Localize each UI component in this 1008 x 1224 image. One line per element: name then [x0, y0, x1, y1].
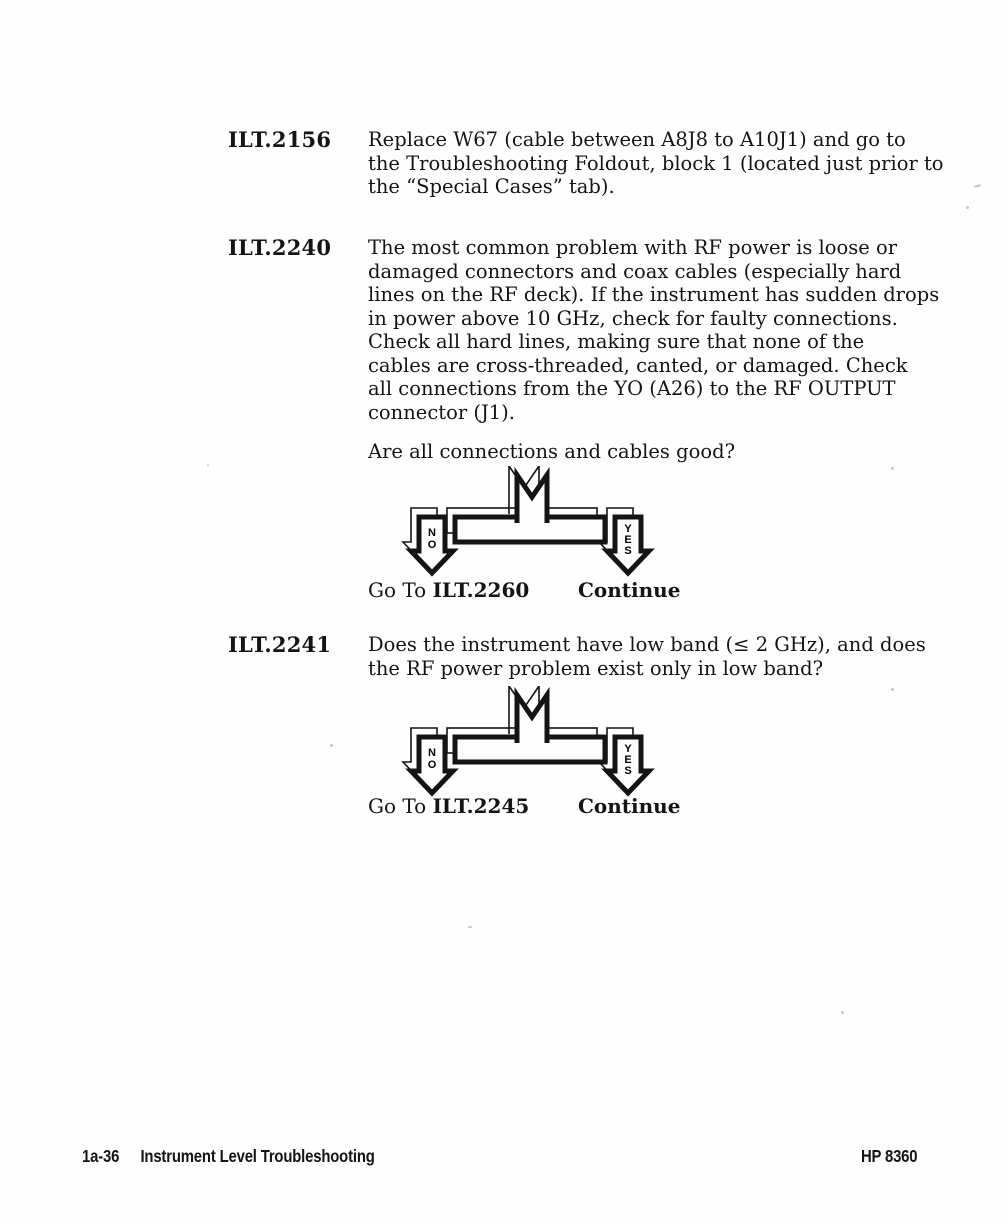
yes-branch-label: Continue	[578, 578, 681, 602]
scan-speck	[966, 206, 969, 209]
yes-arrow-icon	[607, 737, 649, 793]
footer	[82, 1146, 375, 1167]
scan-speck	[841, 1011, 844, 1014]
footer-section-title: Instrument Level Troubleshooting	[140, 1146, 375, 1166]
paragraph-line: Does the instrument have low band (≤ 2 GHz), and does	[368, 633, 926, 656]
no-arrow-icon	[411, 517, 453, 573]
paragraph-line: cables are cross-threaded, canted, or damaged. Check	[368, 353, 908, 377]
yes-arrow-letter: S	[624, 765, 632, 777]
decision-flowchart-2	[385, 686, 665, 798]
goto-target: ILT.2260	[432, 578, 530, 602]
no-arrow-letter: N	[428, 747, 436, 759]
yes-branch-label: Continue	[578, 794, 681, 818]
scan-speck	[891, 688, 894, 691]
no-arrow-letter: O	[427, 759, 437, 771]
no-arrow-icon	[411, 737, 453, 793]
entry-connector-icon	[517, 475, 547, 523]
paragraph-line: lines on the RF deck). If the instrument has sudden drops	[368, 283, 940, 306]
section-heading-ilt2241: ILT.2241	[228, 632, 332, 657]
no-branch-label	[368, 578, 529, 602]
paragraph-line: The most common problem with RF power is loose or	[368, 236, 898, 259]
yes-arrow-letter: E	[624, 754, 632, 766]
paragraph-line: the “Special Cases” tab).	[368, 175, 615, 198]
yes-arrow-letter: Y	[624, 743, 632, 755]
yes-arrow-icon	[607, 517, 649, 573]
paragraph-line: the Troubleshooting Foldout, block 1 (located just prior to	[368, 151, 944, 175]
goto-target: ILT.2245	[432, 794, 530, 818]
paragraph-line: Replace W67 (cable between A8J8 to A10J1) and go to	[368, 128, 906, 151]
paragraph-line: damaged connectors and coax cables (especially hard	[368, 259, 902, 283]
no-branch-label	[368, 794, 529, 818]
paragraph-line: in power above 10 GHz, check for faulty connections.	[368, 306, 898, 330]
decision-flowchart-1	[385, 466, 665, 578]
scan-speck	[207, 464, 209, 466]
section-heading-ilt2156: ILT.2156	[228, 127, 332, 152]
goto-text: Go To	[368, 578, 433, 602]
question-text: Are all connections and cables good?	[368, 440, 736, 463]
no-arrow-letter: O	[427, 539, 437, 551]
goto-text: Go To	[368, 794, 433, 818]
paragraph-line: connector (J1).	[368, 400, 515, 424]
footer-page-number: 1a-36	[82, 1146, 120, 1166]
yes-arrow-letter: Y	[624, 523, 632, 535]
entry-connector-icon	[517, 695, 547, 743]
scan-speck	[468, 926, 472, 928]
paragraph-line: all connections from the YO (A26) to the RF OUTPUT	[368, 377, 896, 400]
paragraph-line: Check all hard lines, making sure that none of the	[368, 330, 865, 353]
scan-speck	[330, 744, 333, 747]
yes-arrow-letter: S	[624, 545, 632, 557]
footer-product: HP 8360	[860, 1146, 917, 1166]
section-body-ilt2241	[368, 633, 948, 680]
scan-speck	[974, 184, 981, 188]
paragraph-line: the RF power problem exist only in low band?	[368, 656, 824, 680]
section-heading-ilt2240: ILT.2240	[228, 235, 332, 260]
section-body-ilt2156	[368, 128, 948, 199]
section-body-ilt2240	[368, 236, 948, 424]
yes-arrow-letter: E	[624, 534, 632, 546]
scan-speck	[891, 467, 894, 470]
no-arrow-letter: N	[428, 527, 436, 539]
